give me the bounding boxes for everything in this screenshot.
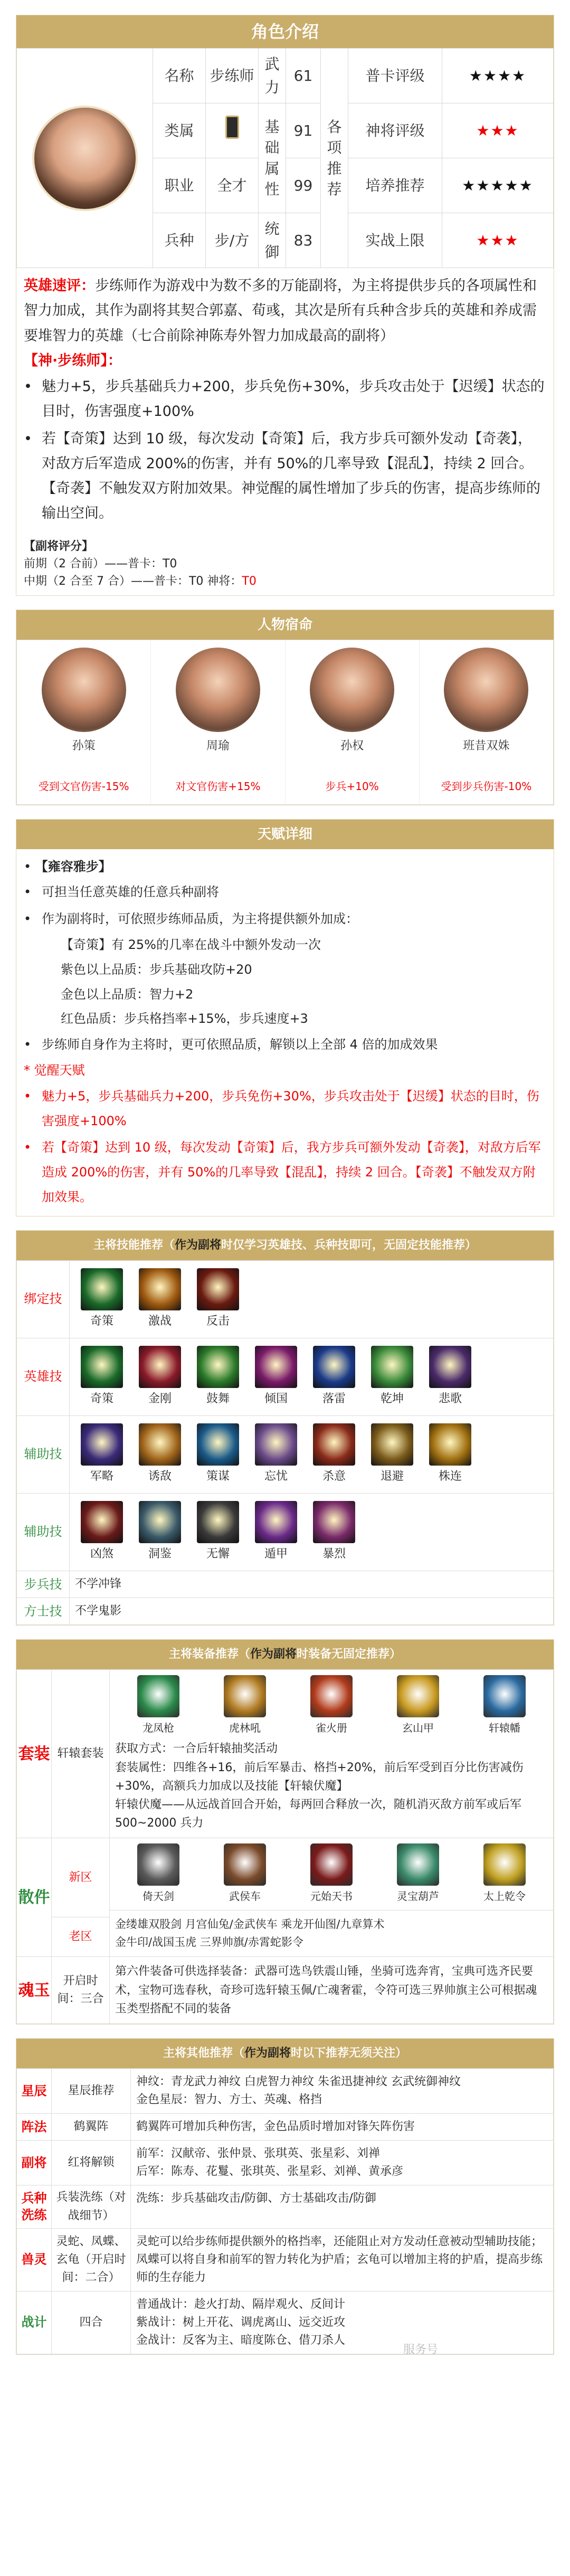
watermark: 服务号 [403, 2343, 438, 2357]
fate-name: 孙策 [72, 739, 96, 753]
fate-item [151, 640, 285, 804]
hun-sub: 开启时间：三合 [52, 1957, 110, 2023]
fate-buff: 受到文官伤害-15% [38, 780, 129, 793]
skill-item[interactable] [421, 1420, 479, 1489]
fate-item [420, 640, 553, 804]
talent-line: 可担当任意英雄的任意兵种副将 [42, 885, 219, 900]
other-text: 灵蛇可以给步练师提供额外的格挡率，还能阻止对方发动任意被动型辅助技能；凤蝶可以将自身和前军的智力转化为护盾；玄龟可以增加主将的护盾，提高步练师的生存能力 [136, 2235, 543, 2284]
intro-title: 角色介绍 [16, 15, 554, 48]
other-text: 前军：汉献帝、张仲景、张琪英、张星彩、刘禅 后军：陈寿、花鬘、张琪英、张星彩、刘禅、黄承彦 [136, 2147, 404, 2179]
label-troop: 兵种 [153, 213, 206, 268]
other-label: 副将 [17, 2141, 52, 2185]
set-desc-line: 套装属性：四维各+16，前后军暴击、格挡+20%，前后军受到百分比伤害减伤+30%，高额兵力加成以及技能【轩辕伏魔】 [115, 1761, 524, 1793]
fate-name: 周瑜 [206, 739, 230, 753]
value-job: 全才 [206, 158, 259, 213]
skill-icon [139, 1501, 181, 1543]
fate-buff: 受到步兵伤害-10% [441, 780, 532, 793]
value-wu: 61 [286, 49, 321, 103]
intro-text: 英雄速评：步练师作为游戏中为数不多的万能副将，为主将提供步兵的各项属性和智力加成，其作为副将其契合郭嘉、荀彧，其次是所有兵种含步兵的英雄和养成需要堆智力的英雄（七合前除神陈寿外智力加成最高的副将） 【神·步练师】： • 魅力+5，步兵基础兵力+200，步兵免伤+30%，步兵攻击处于【迟缓】状态的目时，伤害强度+100% • 若【奇策】达到 10 级，每次发动【奇策】后，我方步兵可额外发动【奇袭】，对敌方后军造成 200%的伤害，并有 50%的几率导致【混乱】，持续 2 回合。【奇袭】不触发双方附加效果。神觉醒的属性增加了步兵的伤害，提高步练师的输出空间。 【副将评分】 前期（2 合前）——普卡：T0 中期（2 合至 7 合）——普卡：T0 神将：T0 [16, 268, 554, 595]
skill-item[interactable] [189, 1265, 247, 1334]
skill-name: 乾坤 [380, 1392, 404, 1405]
fate-item [17, 640, 151, 804]
hun-label: 魂玉 [17, 1957, 52, 2023]
skill-icon [197, 1346, 239, 1388]
skill-icon [139, 1423, 181, 1466]
skill-row-label: 方士技 [17, 1598, 70, 1624]
xinqu-label: 新区 [52, 1838, 109, 1917]
skill-item[interactable] [189, 1343, 247, 1411]
skills-card [16, 1230, 554, 1626]
skill-name: 遁甲 [264, 1547, 288, 1561]
equip-name: 太上乾令 [483, 1890, 526, 1903]
equip-name: 武侯车 [229, 1890, 261, 1903]
skill-item[interactable] [131, 1265, 189, 1334]
other-row [17, 2114, 553, 2141]
skill-item[interactable] [421, 1343, 479, 1411]
skill-item[interactable] [73, 1498, 131, 1566]
label-wu: 武力 [259, 49, 286, 103]
skill-icon [429, 1423, 471, 1466]
hun-text: 第六件装备可供选择装备：武器可选鸟铁震山锤，坐骑可选奔宵，宝典可选齐民要术，宝物可选春秋，奇珍可选轩辕玉佩/亡魂奢霍，令符可选三界帅旗主公可根据魂玉类型搭配不同的装备 [115, 1965, 537, 2016]
equip-name: 轩辕幡 [489, 1722, 520, 1735]
talent-line: 紫色以上品质：步兵基础攻防+20 [61, 962, 252, 977]
label-tong: 统御 [259, 213, 286, 268]
skill-icon [81, 1268, 123, 1310]
value-mei: 99 [286, 158, 321, 213]
other-sub: 鹤翼阵 [52, 2114, 131, 2140]
skill-name: 落雷 [322, 1392, 346, 1405]
skill-row [17, 1598, 553, 1624]
god-point-2: 若【奇策】达到 10 级，每次发动【奇策】后，我方步兵可额外发动【奇袭】，对敌方后军造成 200%的伤害，并有 50%的几率导致【混乱】，持续 2 回合。【奇袭】不触发双方附加效果。神觉醒的属性增加了步兵的伤害，提高步练师的输出空间。 [42, 430, 540, 522]
rating-stars-3: ★★★ [442, 213, 554, 268]
rating-label-3: 实战上限 [348, 213, 442, 268]
equip-icon [137, 1675, 179, 1717]
equip-item[interactable] [483, 1843, 526, 1905]
talent-line: 步练师自身作为主将时，更可依照品质，解锁以上全部 4 倍的加成效果 [42, 1037, 438, 1052]
equip-item[interactable] [310, 1843, 353, 1905]
skill-icon [81, 1501, 123, 1543]
talent-title: 天赋详细 [16, 820, 554, 849]
equip-item[interactable] [137, 1675, 179, 1736]
fate-name: 班昔双姝 [463, 739, 510, 753]
laoqu-label: 老区 [69, 1930, 92, 1944]
skill-row [17, 1338, 553, 1416]
skill-item[interactable] [189, 1498, 247, 1566]
awaken-point-2: 若【奇策】达到 10 级，每次发动【奇策】后，我方步兵可额外发动【奇袭】，对敌方后军造成 200%的伤害，并有 50%的几率导致【混乱】，持续 2 回合。【奇袭】不触发双方附加效果。 [42, 1140, 541, 1204]
page [16, 0, 554, 2355]
skill-name: 激战 [148, 1314, 172, 1328]
rating-label-2: 培养推荐 [348, 158, 442, 213]
equip-name: 倚天剑 [142, 1890, 174, 1903]
skill-row [17, 1261, 553, 1338]
equip-card [16, 1639, 554, 2024]
skill-name: 金刚 [148, 1392, 172, 1405]
other-text: 神纹：青龙武力神纹 白虎智力神纹 朱雀迅捷神纹 玄武统御神纹 金色星辰：智力、方士、英魂、格挡 [136, 2075, 461, 2107]
other-label: 战计 [17, 2292, 52, 2354]
early-rating: 前期（2 合前）——普卡：T0 [24, 557, 177, 571]
skill-icon [81, 1346, 123, 1388]
skill-name: 策谋 [206, 1469, 230, 1483]
other-text: 洗练：步兵基础攻击/防御、方士基础攻击/防御 [136, 2192, 376, 2206]
skill-row [17, 1416, 553, 1494]
scroll-icon [225, 116, 239, 139]
skill-name: 奇策 [90, 1392, 113, 1405]
loose-label: 散件 [17, 1838, 52, 1956]
other-sub: 红将解锁 [52, 2141, 131, 2185]
skill-item[interactable] [363, 1343, 421, 1411]
other-title: 主将其他推荐（作为副将时以下推荐无须关注） [16, 2039, 554, 2068]
fate-card [16, 610, 554, 805]
skill-row [17, 1571, 553, 1598]
other-sub: 兵装洗练（对战细节） [52, 2185, 131, 2228]
talent-line: 作为副将时，可依照步练师品质，为主将提供额外加成： [42, 911, 358, 927]
rating-label-0: 普卡评级 [348, 49, 442, 103]
skill-row-label: 英雄技 [17, 1338, 70, 1415]
mid-rating: 中期（2 合至 7 合）——普卡：T0 神将： [24, 574, 242, 588]
equip-item[interactable] [224, 1675, 266, 1736]
other-table [16, 2068, 554, 2354]
other-sub: 灵蛇、凤蝶、玄龟（开启时间：二合） [52, 2229, 131, 2291]
other-row [17, 2069, 553, 2114]
skill-icon [81, 1423, 123, 1466]
equip-icon [483, 1843, 526, 1886]
equip-name: 灵宝葫芦 [397, 1890, 439, 1903]
skill-note: 不学冲锋 [75, 1577, 122, 1591]
awaken-point-1: 魅力+5，步兵基础兵力+200，步兵免伤+30%，步兵攻击处于【迟缓】状态的目时，伤害强度+100% [42, 1088, 539, 1128]
god-point-1: 魅力+5，步兵基础兵力+200，步兵免伤+30%，步兵攻击处于【迟缓】状态的目时，伤害强度+100% [42, 378, 545, 420]
fate-buff: 对文官伤害+15% [175, 780, 261, 793]
set-name: 轩辕套装 [52, 1670, 110, 1838]
skill-name: 杀意 [322, 1469, 346, 1483]
equip-name: 元始天书 [310, 1890, 353, 1903]
label-base-attr: 基础属性 [259, 103, 286, 213]
equip-icon [483, 1675, 526, 1717]
portrait [176, 648, 260, 732]
equip-icon [310, 1843, 353, 1886]
skill-name: 退避 [380, 1469, 404, 1483]
other-label: 兽灵 [17, 2229, 52, 2291]
other-label: 星辰 [17, 2069, 52, 2113]
skill-row-label: 步兵技 [17, 1571, 70, 1598]
portrait [42, 648, 126, 732]
skill-item[interactable] [247, 1420, 305, 1489]
talent-line: 红色品质：步兵格挡率+15%，步兵速度+3 [61, 1011, 308, 1026]
other-label: 兵种洗练 [17, 2185, 52, 2228]
other-label: 阵法 [17, 2114, 52, 2140]
other-row [17, 2292, 553, 2354]
equip-icon [397, 1675, 439, 1717]
skill-item[interactable] [305, 1420, 363, 1489]
value-troop: 步/方 [206, 213, 259, 268]
skill-item[interactable] [131, 1343, 189, 1411]
skill-name: 诱敌 [148, 1469, 172, 1483]
other-sub: 四合 [52, 2292, 131, 2354]
god-label: 【神·步练师】： [24, 352, 122, 369]
skill-item[interactable] [363, 1420, 421, 1489]
skill-icon [255, 1346, 297, 1388]
set-label: 套装 [17, 1670, 52, 1838]
skills-title: 主将技能推荐（作为副将时仅学习英雄技、兵种技即可，无固定技能推荐） [16, 1231, 554, 1260]
skill-icon [255, 1423, 297, 1466]
equip-item[interactable] [483, 1675, 526, 1736]
label-job: 职业 [153, 158, 206, 213]
skill-item[interactable] [247, 1343, 305, 1411]
skill-name: 凶煞 [90, 1547, 113, 1561]
skill-icon [139, 1268, 181, 1310]
skill-name: 悲歌 [438, 1392, 462, 1405]
other-row [17, 2229, 553, 2292]
equip-name: 龙凤枪 [142, 1722, 174, 1735]
equip-table [16, 1669, 554, 2024]
fate-item [286, 640, 420, 804]
skill-item[interactable] [73, 1420, 131, 1489]
equip-item[interactable] [137, 1843, 179, 1905]
skill-item[interactable] [131, 1420, 189, 1489]
intro-card [16, 15, 554, 596]
equip-icon [137, 1843, 179, 1886]
skill-icon [197, 1268, 239, 1310]
skills-table [16, 1260, 554, 1626]
talent-h1: 【雍容雅步】 [35, 859, 111, 874]
fate-title: 人物宿命 [16, 610, 554, 640]
skill-icon [313, 1423, 355, 1466]
skill-note: 不学鬼影 [75, 1604, 122, 1618]
value-zhi: 91 [286, 103, 321, 158]
intro-table [16, 48, 554, 268]
rating-stars-1: ★★★ [442, 103, 554, 158]
rating-stars-0: ★★★★ [442, 49, 554, 103]
skill-icon [313, 1346, 355, 1388]
skill-icon [197, 1423, 239, 1466]
rating-label-1: 神将评级 [348, 103, 442, 158]
fate-name: 孙权 [340, 739, 364, 753]
mid-rating-god: T0 [242, 574, 256, 588]
skill-icon [255, 1501, 297, 1543]
other-text: 普通战计：趁火打劫、隔岸观火、反间计 紫战计：树上开花、调虎离山、远交近攻 金战计：反客为主、暗度陈仓、借刀杀人 [136, 2297, 346, 2347]
other-sub: 星辰推荐 [52, 2069, 131, 2113]
other-row [17, 2185, 553, 2228]
equip-icon [224, 1843, 266, 1886]
value-name: 步练师 [206, 49, 259, 103]
set-desc-line: 获取方式：一合后轩辕抽奖活动 [115, 1742, 278, 1756]
laoqu-text: 金缕雄双股剑 月宫仙兔/金武侠车 乘龙开仙图/九章算术 金牛印/战国玉虎 三界帅旗/赤霄蛇影令 [115, 1918, 385, 1948]
skill-name: 暴烈 [322, 1547, 346, 1561]
talent-h2: 觉醒天赋 [34, 1062, 85, 1078]
fate-list [16, 640, 554, 805]
equip-item[interactable] [397, 1675, 439, 1736]
other-row [17, 2141, 553, 2185]
equip-icon [224, 1675, 266, 1717]
skill-name: 无懈 [206, 1547, 230, 1561]
talent-line: 【奇策】有 25%的几率在战斗中额外发动一次 [61, 937, 321, 952]
skill-icon [313, 1501, 355, 1543]
skill-item[interactable] [131, 1498, 189, 1566]
skill-name: 忘忧 [264, 1469, 288, 1483]
talent-card: 天赋详细 • 【雍容雅步】 • 可担当任意英雄的任意兵种副将 • 作为副将时，可依照步练师品质，为主将提供额外加成： 【奇策】有 25%的几率在战斗中额外发动一次 紫色以上品质：步兵基础攻防+20 金色以上品质：智力+2 红色品质：步兵格挡率+15%，步兵速度+3 • 步练师自身作为主将时，更可依照品质，解锁以上全部 4 倍的加成效果 * 觉醒天赋 • 魅力+5，步兵基础兵力+200，步兵免伤+30%，步兵攻击处于【迟缓】状态的目时，伤害强度+100% • 若【奇策】达到 10 级，每次发动【奇策】后，我方步兵可额外发动【奇袭】，对敌方后军造成 200%的伤害，并有 50%的几率导致【混乱】，持续 2 回合。【奇袭】不触发双方附加效果。 [16, 819, 554, 1216]
skill-item[interactable] [189, 1420, 247, 1489]
rating-stars-2: ★★★★★ [442, 158, 554, 213]
skill-item[interactable] [247, 1498, 305, 1566]
set-desc-line: 轩辕伏魔——从远战首回合开始，每两回合释放一次，随机消灭敌方前军或后军 500~2000 兵力 [115, 1798, 522, 1830]
equip-name: 雀火册 [316, 1722, 347, 1735]
other-text: 鹤翼阵可增加兵种伤害，金色品质时增加对锋矢阵伤害 [136, 2120, 415, 2134]
quick-label: 英雄速评： [24, 278, 95, 294]
equip-name: 玄山甲 [402, 1722, 434, 1735]
quick-text: 步练师作为游戏中为数不多的万能副将，为主将提供步兵的各项属性和智力加成，其作为副将其契合郭嘉、荀彧，其次是所有兵种含步兵的英雄和养成需要堆智力的英雄（七合前除神陈寿外智力加成最高的副将） [24, 278, 537, 344]
label-rec: 各项推荐 [321, 49, 348, 268]
skill-name: 鼓舞 [206, 1392, 230, 1405]
equip-item[interactable] [310, 1675, 353, 1736]
label-name: 名称 [153, 49, 206, 103]
skill-icon [197, 1501, 239, 1543]
skill-icon [139, 1346, 181, 1388]
value-tong: 83 [286, 213, 321, 268]
skill-icon [371, 1346, 413, 1388]
equip-icon [310, 1675, 353, 1717]
skill-name: 株连 [438, 1469, 462, 1483]
skill-icon [371, 1423, 413, 1466]
skill-item[interactable] [73, 1343, 131, 1411]
skill-name: 军略 [90, 1469, 113, 1483]
skill-item[interactable] [73, 1265, 131, 1334]
portrait [310, 648, 394, 732]
skill-row-label: 辅助技 [17, 1494, 70, 1571]
skill-name: 洞鉴 [148, 1547, 172, 1561]
sub-rating-title: 【副将评分】 [24, 539, 94, 553]
skill-name: 奇策 [90, 1314, 113, 1328]
label-type: 类属 [153, 103, 206, 158]
equip-item[interactable] [224, 1843, 266, 1905]
equip-item[interactable] [397, 1843, 439, 1905]
skill-item[interactable] [305, 1498, 363, 1566]
skill-row [17, 1494, 553, 1571]
equip-title: 主将装备推荐（作为副将时装备无固定推荐） [16, 1640, 554, 1669]
skill-icon [429, 1346, 471, 1388]
skill-row-label: 绑定技 [17, 1261, 70, 1338]
portrait [444, 648, 528, 732]
skill-name: 倾国 [264, 1392, 288, 1405]
equip-name: 虎林吼 [229, 1722, 261, 1735]
skill-row-label: 辅助技 [17, 1416, 70, 1493]
fate-buff: 步兵+10% [325, 780, 379, 793]
skill-name: 反击 [206, 1314, 230, 1328]
equip-icon [397, 1843, 439, 1886]
talent-line: 金色以上品质：智力+2 [61, 986, 194, 1002]
avatar [32, 106, 138, 211]
other-card [16, 2038, 554, 2355]
skill-item[interactable] [305, 1343, 363, 1411]
